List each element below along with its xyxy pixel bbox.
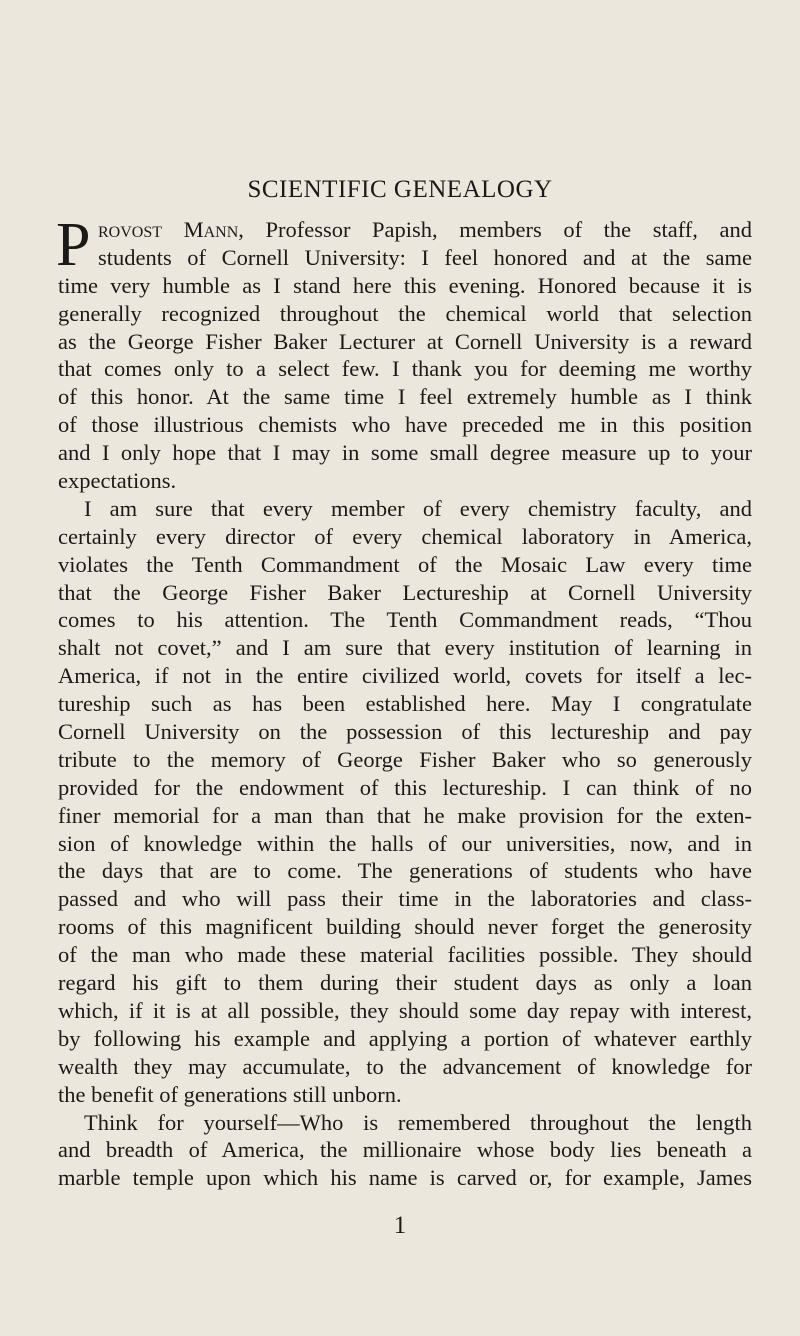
text-line: certainly every director of every chemical laboratory in America, bbox=[58, 523, 752, 549]
text-line: that the George Fisher Baker Lectureship at Cornell University bbox=[58, 579, 752, 605]
text-line: time very humble as I stand here this evening. Honored because it is bbox=[58, 272, 752, 298]
text-line: shalt not covet,” and I am sure that every institution of learning in bbox=[58, 635, 752, 661]
text-line: wealth they may accumulate, to the advancement of knowledge for bbox=[58, 1053, 752, 1079]
text-line: and breadth of America, the millionaire whose body lies beneath a bbox=[58, 1137, 752, 1163]
text-line: which, if it is at all possible, they should some day repay with interest, bbox=[58, 997, 752, 1023]
page-title: SCIENTIFIC GENEALOGY bbox=[247, 176, 553, 203]
text-line: I am sure that every member of every chemistry faculty, and bbox=[84, 495, 752, 521]
text-line: by following his example and applying a portion of whatever earthly bbox=[58, 1025, 752, 1051]
text-line: America, if not in the entire civilized world, covets for itself a lec- bbox=[58, 663, 752, 689]
page-number: 1 bbox=[393, 1212, 407, 1239]
text-line: comes to his attention. The Tenth Commandment reads, “Thou bbox=[58, 607, 752, 633]
text-line: tribute to the memory of George Fisher Baker who so generously bbox=[58, 746, 752, 772]
text-line: the days that are to come. The generations of students who have bbox=[58, 858, 752, 884]
salutation-smallcaps: rovost Mann bbox=[98, 217, 239, 242]
text-line: finer memorial for a man than that he make provision for the exten- bbox=[58, 802, 752, 828]
text-line: of this honor. At the same time I feel extremely humble as I think bbox=[58, 384, 752, 410]
text-line: sion of knowledge within the halls of our universities, now, and in bbox=[58, 830, 752, 856]
text-line: violates the Tenth Commandment of the Mosaic Law every time bbox=[58, 551, 752, 577]
text-line: Cornell University on the possession of this lectureship and pay bbox=[58, 719, 752, 745]
text-line: and I only hope that I may in some small degree measure up to your bbox=[58, 440, 752, 466]
text-line: passed and who will pass their time in the laboratories and class- bbox=[58, 886, 752, 912]
text-line: of the man who made these material facilities possible. They should bbox=[58, 942, 752, 968]
drop-cap: P bbox=[56, 211, 91, 279]
first-line-text: , Professor Papish, members of the staff, and bbox=[238, 217, 752, 242]
text-line: of those illustrious chemists who have preceded me in this position bbox=[58, 412, 752, 438]
text-line: provided for the endowment of this lectureship. I can think of no bbox=[58, 774, 752, 800]
text-line: the benefit of generations still unborn. bbox=[58, 1081, 402, 1107]
text-line: Think for yourself—Who is remembered throughout the length bbox=[84, 1109, 752, 1135]
text-line: expectations. bbox=[58, 468, 177, 494]
text-line: regard his gift to them during their student days as only a loan bbox=[58, 970, 752, 996]
text-line: as the George Fisher Baker Lecturer at Cornell University is a reward bbox=[58, 328, 752, 354]
text-line: marble temple upon which his name is carved or, for example, James bbox=[58, 1165, 752, 1191]
text-line: students of Cornell University: I feel honored and at the same bbox=[98, 244, 752, 270]
text-line: that comes only to a select few. I thank you for deeming me worthy bbox=[58, 356, 752, 382]
document-body bbox=[56, 211, 752, 1192]
text-line: tureship such as has been established here. May I congratulate bbox=[58, 691, 752, 717]
text-line: generally recognized throughout the chemical world that selection bbox=[58, 300, 752, 326]
text-line: rooms of this magnificent building should never forget the generosity bbox=[58, 914, 752, 940]
